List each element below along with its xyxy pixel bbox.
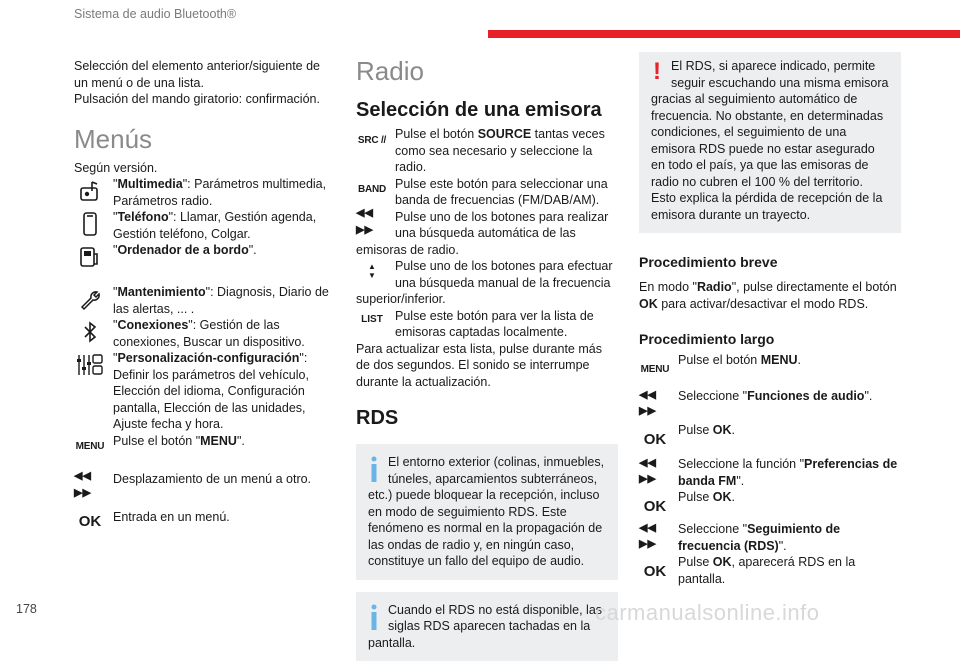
bluetooth-icon [74,320,106,344]
version-note: Según versión. [74,160,336,177]
menus-heading: Menús [74,124,336,154]
up-down-icon: ▲ ▼ [356,259,388,283]
intro-line: Selección del elemento anterior/siguiente de un menú o de una lista. [74,58,336,91]
warning-icon: ! [651,60,663,84]
ok-button-icon: OK [74,511,106,535]
info-icon [368,604,380,630]
short-procedure-text: En modo "Radio", pulse directamente el botón OK para activar/desactivar el modo RDS. [639,279,901,312]
step-menu: MENU Pulse el botón "MENU". [74,433,336,465]
radio-heading: Radio [356,56,618,86]
menu-item-trip-computer: "Ordenador de a bordo". [74,242,336,284]
info-box-rds-unavailable: Cuando el RDS no está disponible, las siglas RDS aparecen tachadas en la pantalla. [356,592,618,661]
trip-computer-icon [74,245,106,269]
station-item-band: BAND Pulse este botón para seleccionar una banda de frecuencias (FM/DAB/AM). [356,176,618,209]
info-box-reception: El entorno exterior (colinas, inmuebles, túneles, aparcamientos subterráneos, etc.) puede bloquear la recepción, incluso en modo de seguimiento RDS. Este fenómeno es normal en la propagación de las ondas de radio y, en ningún caso, constituye un fallo del equipo de audio. [356,444,618,580]
long-step-fm-preferences: ◀◀ ▶▶ Seleccione la función "Preferencias de banda FM". [639,456,901,489]
page-header: Sistema de audio Bluetooth® [74,6,236,23]
list-button-icon: LIST [356,309,388,333]
station-item-manual: ▲ ▼ Pulse uno de los botones para efectuar una búsqueda manual de la frecuencia superior/inferior. [356,258,618,308]
menu-button-icon: MENU [639,358,671,382]
long-step-ok: OK Pulse OK. [639,489,901,521]
page-number: 178 [16,601,37,618]
menu-item-settings: "Personalización-configuración": Definir los parámetros del vehículo, Elección del idioma, Configuración pantalla, Elección de las unidades, Ajuste fecha y hora. [74,350,336,433]
menu-item-phone: "Teléfono": Llamar, Gestión agenda, Gestión teléfono, Colgar. [74,209,336,242]
long-step-ok-final: OK Pulse OK, aparecerá RDS en la pantalla. [639,554,901,587]
step-scroll: ◀◀ ▶▶ Desplazamiento de un menú a otro. [74,465,336,503]
long-step-rds: ◀◀ ▶▶ Seleccione "Seguimiento de frecuencia (RDS)". [639,521,901,554]
ok-button-icon: OK [639,428,671,452]
footer-watermark: carmanualsonline.info [595,605,820,622]
arrows-icon: ◀◀ ▶▶ [639,524,671,548]
info-icon [368,456,380,482]
long-step-menu: MENU Pulse el botón MENU. [639,352,901,388]
menu-item-maintenance: "Mantenimiento": Diagnosis, Diario de las alertas, ... . [74,284,336,317]
column-3 [639,52,901,587]
arrows-icon: ◀◀ ▶▶ [639,459,671,483]
settings-icon [74,353,106,377]
header-accent-bar [488,30,960,38]
short-procedure-heading: Procedimiento breve [639,253,901,271]
station-item-seek: ◀◀ ▶▶ Pulse uno de los botones para realizar una búsqueda automática de las emisoras de radio. [356,209,618,259]
wrench-icon [74,287,106,311]
long-step-ok: OK Pulse OK. [639,422,901,456]
column-1 [74,52,336,539]
long-step-audio-functions: ◀◀ ▶▶ Seleccione "Funciones de audio". [639,388,901,422]
phone-icon [74,212,106,236]
arrows-icon: ◀◀ ▶▶ [639,391,671,415]
source-button-icon: SRC // [356,129,388,153]
menu-item-multimedia: "Multimedia": Parámetros multimedia, Parámetros radio. [74,176,336,209]
step-enter: OK Entrada en un menú. [74,503,336,539]
multimedia-icon [74,179,106,203]
station-item-source: SRC // Pulse el botón SOURCE tantas veces como sea necesario y seleccione la radio. [356,126,618,176]
rds-heading: RDS [356,406,618,430]
menu-button-icon: MENU [74,436,106,460]
warning-box-rds: ! El RDS, si aparece indicado, permite seguir escuchando una misma emisora gracias al seguimiento automático de frecuencia. No obstante, en determinadas condiciones, el seguimiento de una emisora RDS puede no estar asegurado en todo el país, ya que las emisoras de radio no cubren el 100 % del territorio. Esto explica la pérdida de recepción de la emisora durante un trayecto. [639,52,901,233]
station-item-list: LIST Pulse este botón para ver la lista de emisoras captadas localmente. [356,308,618,341]
station-heading: Selección de una emisora [356,98,618,122]
arrows-icon: ◀◀ ▶▶ [356,210,388,234]
intro-line: Pulsación del mando giratorio: confirmación. [74,91,336,108]
menu-item-connections: "Conexiones": Gestión de las conexiones, Buscar un dispositivo. [74,317,336,350]
column-2 [356,52,618,661]
ok-button-icon: OK [639,495,671,519]
ok-button-icon: OK [639,560,671,584]
band-button-icon: BAND [356,179,388,203]
arrows-icon: ◀◀ ▶▶ [74,473,106,497]
update-note: Para actualizar esta lista, pulse durante más de dos segundos. El sonido se interrumpe durante la actualización. [356,341,618,391]
long-procedure-heading: Procedimiento largo [639,330,901,348]
